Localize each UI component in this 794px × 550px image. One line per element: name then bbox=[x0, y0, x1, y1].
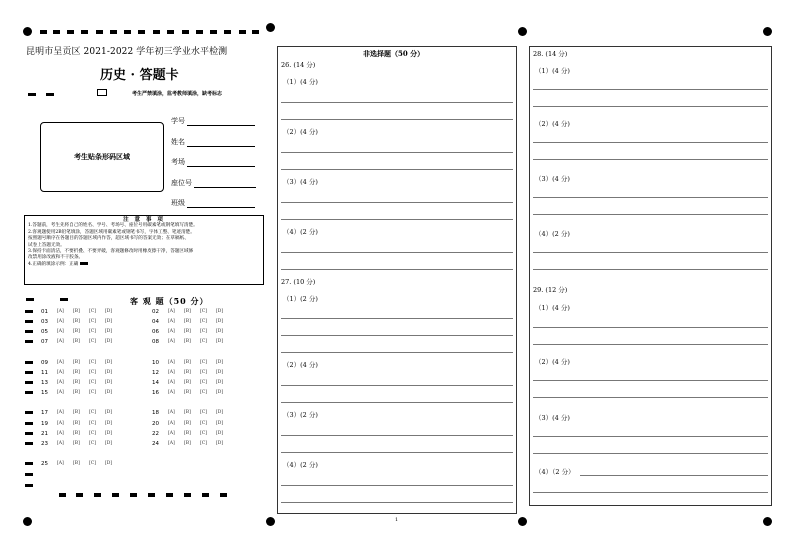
q29-part4: （4）（2 分） bbox=[535, 468, 575, 476]
field-label: 姓名 bbox=[171, 138, 185, 146]
answer-bubble[interactable]: [A] bbox=[57, 309, 64, 314]
field-label: 学号 bbox=[171, 117, 185, 125]
timing-dash bbox=[196, 30, 203, 34]
answer-line[interactable] bbox=[281, 502, 513, 503]
notice-item: 1.答题前，考生先将自己的姓名、学号、考场号、座位号用碳素笔或钢笔填写清楚。 bbox=[28, 223, 198, 229]
answer-bubble[interactable]: [A] bbox=[57, 461, 64, 466]
timing-dash bbox=[112, 493, 119, 497]
answer-bubble[interactable]: [B] bbox=[73, 370, 80, 375]
row-timing-mark bbox=[25, 473, 33, 476]
answer-line[interactable] bbox=[533, 197, 768, 198]
row-timing-mark bbox=[25, 432, 33, 435]
row-timing-mark bbox=[25, 381, 33, 384]
q26-part2: （2）(4 分) bbox=[283, 128, 318, 136]
question-number: 07 bbox=[41, 338, 48, 345]
answer-bubble[interactable]: [A] bbox=[168, 441, 175, 446]
answer-bubble[interactable]: [D] bbox=[105, 360, 113, 365]
answer-bubble[interactable]: [B] bbox=[184, 309, 191, 314]
answer-line[interactable] bbox=[281, 335, 513, 336]
row-timing-mark bbox=[25, 422, 33, 425]
question-number: 24 bbox=[152, 440, 159, 447]
row-timing-mark bbox=[25, 320, 33, 323]
answer-bubble[interactable]: [B] bbox=[184, 441, 191, 446]
question-number: 13 bbox=[41, 379, 48, 386]
answer-bubble[interactable]: [C] bbox=[200, 410, 207, 415]
timing-dash bbox=[130, 493, 137, 497]
timing-dash bbox=[138, 30, 145, 34]
answer-line[interactable] bbox=[533, 344, 768, 345]
objective-row-left bbox=[41, 308, 121, 315]
answer-line[interactable] bbox=[281, 202, 513, 203]
answer-bubble[interactable]: [D] bbox=[105, 329, 113, 334]
answer-bubble[interactable]: [A] bbox=[168, 410, 175, 415]
answer-line[interactable] bbox=[281, 119, 513, 120]
question-number: 04 bbox=[152, 318, 159, 325]
question-27-label: 27. (10 分) bbox=[281, 278, 316, 286]
answer-bubble[interactable]: [C] bbox=[200, 390, 207, 395]
answer-bubble[interactable]: [A] bbox=[57, 370, 64, 375]
answer-bubble[interactable]: [C] bbox=[89, 431, 96, 436]
answer-bubble[interactable]: [C] bbox=[89, 339, 96, 344]
objective-row-right bbox=[152, 369, 232, 376]
answer-bubble[interactable]: [D] bbox=[216, 380, 224, 385]
answer-line[interactable] bbox=[580, 475, 768, 476]
answer-bubble[interactable]: [D] bbox=[216, 360, 224, 365]
answer-bubble[interactable]: [B] bbox=[184, 329, 191, 334]
answer-bubble[interactable]: [A] bbox=[57, 441, 64, 446]
objective-row-left bbox=[41, 318, 121, 325]
answer-bubble[interactable]: [B] bbox=[73, 380, 80, 385]
timing-dash bbox=[110, 30, 117, 34]
answer-line[interactable] bbox=[281, 269, 513, 270]
absence-warning: 考生严禁填涂，监考教师填涂，缺考标志 bbox=[132, 91, 223, 97]
answer-bubble[interactable]: [A] bbox=[168, 360, 175, 365]
answer-bubble[interactable]: [A] bbox=[168, 319, 175, 324]
answer-line[interactable] bbox=[281, 452, 513, 453]
answer-bubble[interactable]: [C] bbox=[89, 410, 96, 415]
answer-bubble[interactable]: [A] bbox=[168, 339, 175, 344]
q26-part1: （1）(4 分) bbox=[283, 78, 318, 86]
timing-dash bbox=[220, 493, 227, 497]
answer-bubble[interactable]: [B] bbox=[73, 410, 80, 415]
answer-bubble[interactable]: [B] bbox=[73, 360, 80, 365]
objective-row-right bbox=[152, 420, 232, 427]
question-number: 22 bbox=[152, 430, 159, 437]
timing-dash bbox=[182, 30, 189, 34]
answer-bubble[interactable]: [D] bbox=[216, 410, 224, 415]
answer-line[interactable] bbox=[281, 402, 513, 403]
question-number: 23 bbox=[41, 440, 48, 447]
timing-dash bbox=[166, 493, 173, 497]
answer-line[interactable] bbox=[281, 252, 513, 253]
question-number: 10 bbox=[152, 359, 159, 366]
answer-bubble[interactable]: [B] bbox=[73, 309, 80, 314]
registration-dot bbox=[266, 23, 275, 32]
answer-bubble[interactable]: [A] bbox=[57, 390, 64, 395]
answer-bubble[interactable]: [B] bbox=[184, 390, 191, 395]
row-timing-mark bbox=[25, 411, 33, 414]
answer-bubble[interactable]: [A] bbox=[168, 380, 175, 385]
notice-item: 4.正确的填涂示例：正确 bbox=[28, 262, 260, 268]
answer-line[interactable] bbox=[533, 380, 768, 381]
answer-bubble[interactable]: [A] bbox=[57, 329, 64, 334]
answer-bubble[interactable]: [B] bbox=[73, 461, 80, 466]
panel-title: 非选择题（50 分） bbox=[363, 49, 425, 58]
field-label: 班级 bbox=[171, 199, 185, 207]
registration-dot bbox=[23, 517, 32, 526]
timing-dash bbox=[224, 30, 231, 34]
answer-bubble[interactable]: [C] bbox=[200, 329, 207, 334]
seat-number-field[interactable] bbox=[171, 178, 256, 188]
answer-bubble[interactable]: [A] bbox=[168, 431, 175, 436]
objective-row-right bbox=[152, 318, 232, 325]
objective-row-right bbox=[152, 389, 232, 396]
field-label: 考场 bbox=[171, 158, 185, 166]
answer-bubble[interactable]: [B] bbox=[184, 431, 191, 436]
answer-bubble[interactable]: [C] bbox=[200, 309, 207, 314]
objective-row-left bbox=[41, 359, 121, 366]
answer-line[interactable] bbox=[533, 142, 768, 143]
timing-dash bbox=[124, 30, 131, 34]
q27-part4: （4）(2 分) bbox=[283, 461, 318, 469]
question-number: 17 bbox=[41, 409, 48, 416]
answer-bubble[interactable]: [D] bbox=[105, 390, 113, 395]
answer-bubble[interactable]: [B] bbox=[73, 421, 80, 426]
notice-item: 3.保持卡面清洁，不要折叠、不要弄破，客观题修改时用橡皮擦干净，答题区域修 bbox=[28, 249, 194, 255]
answer-bubble[interactable]: [A] bbox=[168, 370, 175, 375]
answer-bubble[interactable]: [C] bbox=[200, 441, 207, 446]
timing-mark bbox=[28, 93, 36, 96]
objective-row-left bbox=[41, 379, 121, 386]
answer-line[interactable] bbox=[533, 159, 768, 160]
answer-bubble[interactable]: [C] bbox=[89, 380, 96, 385]
answer-bubble[interactable]: [C] bbox=[89, 461, 96, 466]
question-number: 18 bbox=[152, 409, 159, 416]
answer-bubble[interactable]: [A] bbox=[168, 390, 175, 395]
answer-bubble[interactable]: [B] bbox=[73, 339, 80, 344]
name-field[interactable] bbox=[171, 137, 255, 147]
timing-dash bbox=[96, 30, 103, 34]
answer-line[interactable] bbox=[533, 269, 768, 270]
timing-dash bbox=[202, 493, 209, 497]
question-number: 16 bbox=[152, 389, 159, 396]
answer-bubble[interactable]: [D] bbox=[105, 421, 113, 426]
question-number: 05 bbox=[41, 328, 48, 335]
question-number: 14 bbox=[152, 379, 159, 386]
q27-part1: （1）(2 分) bbox=[283, 295, 318, 303]
q28-part3: （3）(4 分) bbox=[535, 175, 570, 183]
registration-dot bbox=[763, 27, 772, 36]
answer-bubble[interactable]: [C] bbox=[89, 421, 96, 426]
answer-bubble[interactable]: [D] bbox=[216, 309, 224, 314]
answer-bubble[interactable]: [D] bbox=[216, 370, 224, 375]
objective-row-right bbox=[152, 308, 232, 315]
objective-row-left bbox=[41, 430, 121, 437]
answer-bubble[interactable]: [D] bbox=[105, 319, 113, 324]
answer-line[interactable] bbox=[533, 436, 768, 437]
question-number: 15 bbox=[41, 389, 48, 396]
answer-line[interactable] bbox=[281, 102, 513, 103]
answer-bubble[interactable]: [D] bbox=[105, 339, 113, 344]
answer-bubble[interactable]: [A] bbox=[57, 319, 64, 324]
barcode-area bbox=[40, 122, 164, 192]
objective-row-right bbox=[152, 359, 232, 366]
answer-bubble[interactable]: [C] bbox=[89, 319, 96, 324]
answer-bubble[interactable]: [D] bbox=[105, 309, 113, 314]
registration-dot bbox=[23, 27, 32, 36]
answer-line[interactable] bbox=[533, 89, 768, 90]
answer-bubble[interactable]: [D] bbox=[105, 370, 113, 375]
timing-dash bbox=[239, 30, 246, 34]
answer-bubble[interactable]: [C] bbox=[200, 339, 207, 344]
answer-bubble[interactable]: [B] bbox=[184, 339, 191, 344]
answer-bubble[interactable]: [A] bbox=[57, 410, 64, 415]
q29-part3: （3）(4 分) bbox=[535, 414, 570, 422]
answer-bubble[interactable]: [B] bbox=[184, 319, 191, 324]
q28-part1: （1）(4 分) bbox=[535, 67, 570, 75]
objective-row-right bbox=[152, 338, 232, 345]
answer-bubble[interactable]: [C] bbox=[200, 380, 207, 385]
answer-line[interactable] bbox=[281, 435, 513, 436]
q26-part3: （3）(4 分) bbox=[283, 178, 318, 186]
question-number: 25 bbox=[41, 460, 48, 467]
notice-item: 改禁用涂改液和不干胶条。 bbox=[28, 255, 84, 261]
timing-dash bbox=[210, 30, 217, 34]
answer-bubble[interactable]: [D] bbox=[216, 329, 224, 334]
registration-dot bbox=[518, 27, 527, 36]
answer-bubble[interactable]: [C] bbox=[89, 360, 96, 365]
answer-line[interactable] bbox=[281, 152, 513, 153]
answer-bubble[interactable]: [B] bbox=[73, 319, 80, 324]
timing-dash bbox=[67, 30, 74, 34]
row-timing-mark bbox=[25, 484, 33, 487]
answer-bubble[interactable]: [C] bbox=[89, 370, 96, 375]
objective-row-left bbox=[41, 369, 121, 376]
question-number: 19 bbox=[41, 420, 48, 427]
exam-room-field[interactable] bbox=[171, 157, 255, 167]
row-timing-mark bbox=[25, 310, 33, 313]
registration-dot bbox=[518, 517, 527, 526]
answer-bubble[interactable]: [C] bbox=[89, 329, 96, 334]
answer-bubble[interactable]: [D] bbox=[216, 441, 224, 446]
answer-bubble[interactable]: [D] bbox=[105, 410, 113, 415]
question-29-label: 29. (12 分) bbox=[533, 286, 568, 294]
question-number: 09 bbox=[41, 359, 48, 366]
answer-line[interactable] bbox=[533, 327, 768, 328]
answer-bubble[interactable]: [D] bbox=[216, 421, 224, 426]
timing-mark bbox=[46, 93, 54, 96]
timing-dash bbox=[184, 493, 191, 497]
question-number: 06 bbox=[152, 328, 159, 335]
answer-bubble[interactable]: [C] bbox=[200, 319, 207, 324]
question-28-label: 28. (14 分) bbox=[533, 50, 568, 58]
answer-bubble[interactable]: [A] bbox=[57, 360, 64, 365]
answer-bubble[interactable]: [B] bbox=[184, 380, 191, 385]
answer-line[interactable] bbox=[533, 214, 768, 215]
answer-bubble[interactable]: [B] bbox=[184, 360, 191, 365]
q27-part3: （3）(2 分) bbox=[283, 411, 318, 419]
timing-dash bbox=[40, 30, 47, 34]
answer-line[interactable] bbox=[533, 106, 768, 107]
answer-line[interactable] bbox=[533, 453, 768, 454]
exam-title: 昆明市呈贡区 2021-2022 学年初三学业水平检测 bbox=[26, 47, 228, 57]
answer-bubble[interactable]: [C] bbox=[89, 390, 96, 395]
question-number: 03 bbox=[41, 318, 48, 325]
answer-bubble[interactable]: [A] bbox=[57, 339, 64, 344]
answer-bubble[interactable]: [D] bbox=[216, 431, 224, 436]
question-number: 02 bbox=[152, 308, 159, 315]
timing-dash bbox=[94, 493, 101, 497]
answer-line[interactable] bbox=[281, 385, 513, 386]
question-number: 21 bbox=[41, 430, 48, 437]
answer-bubble[interactable]: [D] bbox=[105, 431, 113, 436]
q27-part2: （2）(4 分) bbox=[283, 361, 318, 369]
answer-line[interactable] bbox=[281, 169, 513, 170]
answer-line[interactable] bbox=[281, 352, 513, 353]
answer-bubble[interactable]: [D] bbox=[105, 380, 113, 385]
answer-bubble[interactable]: [B] bbox=[73, 329, 80, 334]
objective-row-right bbox=[152, 440, 232, 447]
answer-bubble[interactable]: [B] bbox=[184, 410, 191, 415]
answer-bubble[interactable]: [A] bbox=[57, 380, 64, 385]
answer-bubble[interactable]: [D] bbox=[216, 319, 224, 324]
question-number: 11 bbox=[41, 369, 48, 376]
answer-bubble[interactable]: [B] bbox=[73, 441, 80, 446]
row-timing-mark bbox=[25, 330, 33, 333]
answer-bubble[interactable]: [D] bbox=[216, 390, 224, 395]
timing-dash bbox=[81, 30, 88, 34]
class-field[interactable] bbox=[171, 198, 255, 208]
answer-bubble[interactable]: [C] bbox=[89, 441, 96, 446]
timing-mark bbox=[60, 298, 68, 301]
objective-title: 客 观 题（50 分） bbox=[130, 296, 209, 306]
objective-row-left bbox=[41, 420, 121, 427]
answer-line[interactable] bbox=[533, 492, 768, 493]
row-timing-mark bbox=[25, 462, 33, 465]
row-timing-mark bbox=[25, 361, 33, 364]
q26-part4: （4）(2 分) bbox=[283, 228, 318, 236]
notice-item: 2.客观题使用2B铅笔填涂，答题区域用碳素笔或钢笔书写，字体工整、笔迹清楚。 bbox=[28, 229, 195, 235]
answer-bubble[interactable]: [D] bbox=[105, 441, 113, 446]
answer-bubble[interactable]: [A] bbox=[168, 421, 175, 426]
barcode-label: 考生贴条形码区域 bbox=[74, 152, 130, 161]
answer-bubble[interactable]: [A] bbox=[168, 309, 175, 314]
q29-part2: （2）(4 分) bbox=[535, 358, 570, 366]
question-number: 01 bbox=[41, 308, 48, 315]
notice-item: 按照题号顺序在各题目的答题区域内作答，超区域书写的答案无效；在草稿纸、 bbox=[28, 236, 189, 242]
registration-dot bbox=[763, 517, 772, 526]
timing-dash bbox=[153, 30, 160, 34]
row-timing-mark bbox=[25, 340, 33, 343]
q28-part4: （4）(2 分) bbox=[535, 230, 570, 238]
q28-part2: （2）(4 分) bbox=[535, 120, 570, 128]
timing-dash bbox=[59, 493, 66, 497]
objective-row-left bbox=[41, 328, 121, 335]
answer-bubble[interactable]: [A] bbox=[168, 329, 175, 334]
objective-row-right bbox=[152, 328, 232, 335]
card-title: 历史 · 答题卡 bbox=[100, 68, 179, 83]
question-number: 08 bbox=[152, 338, 159, 345]
objective-row-right bbox=[152, 409, 232, 416]
question-number: 20 bbox=[152, 420, 159, 427]
answer-line[interactable] bbox=[281, 485, 513, 486]
answer-bubble[interactable]: [C] bbox=[89, 309, 96, 314]
row-timing-mark bbox=[25, 442, 33, 445]
answer-line[interactable] bbox=[281, 219, 513, 220]
answer-bubble[interactable]: [B] bbox=[73, 390, 80, 395]
notice-item: 试卷上答题无效。 bbox=[28, 242, 65, 248]
field-label: 座位号 bbox=[171, 179, 192, 187]
answer-bubble[interactable]: [D] bbox=[216, 339, 224, 344]
answer-bubble[interactable]: [A] bbox=[57, 431, 64, 436]
answer-bubble[interactable]: [B] bbox=[184, 421, 191, 426]
subjective-panel-middle bbox=[277, 46, 517, 514]
question-26-label: 26. (14 分) bbox=[281, 61, 316, 69]
objective-row-left bbox=[41, 389, 121, 396]
notice-title: 注 意 事 项 bbox=[123, 217, 165, 223]
row-timing-mark bbox=[25, 371, 33, 374]
answer-bubble[interactable]: [D] bbox=[105, 461, 113, 466]
answer-bubble[interactable]: [C] bbox=[200, 431, 207, 436]
objective-row-left bbox=[41, 440, 121, 447]
objective-row-left bbox=[41, 460, 121, 467]
row-timing-mark bbox=[25, 391, 33, 394]
q29-part1: （1）(4 分) bbox=[535, 304, 570, 312]
answer-bubble[interactable]: [B] bbox=[73, 431, 80, 436]
timing-dash bbox=[76, 493, 83, 497]
question-number: 12 bbox=[152, 369, 159, 376]
objective-row-left bbox=[41, 338, 121, 345]
objective-row-right bbox=[152, 430, 232, 437]
subjective-panel-right bbox=[529, 46, 772, 506]
objective-row-right bbox=[152, 379, 232, 386]
objective-row-left bbox=[41, 409, 121, 416]
timing-dash bbox=[167, 30, 174, 34]
answer-line[interactable] bbox=[533, 397, 768, 398]
timing-dash bbox=[252, 30, 259, 34]
answer-bubble[interactable]: [C] bbox=[200, 421, 207, 426]
timing-mark bbox=[26, 298, 34, 301]
answer-bubble[interactable]: [B] bbox=[184, 370, 191, 375]
registration-dot bbox=[266, 517, 275, 526]
answer-line[interactable] bbox=[281, 318, 513, 319]
page-number: 1 bbox=[395, 517, 399, 523]
absent-checkbox[interactable] bbox=[97, 89, 107, 96]
answer-bubble[interactable]: [C] bbox=[200, 360, 207, 365]
timing-dash bbox=[53, 30, 60, 34]
answer-bubble[interactable]: [A] bbox=[57, 421, 64, 426]
answer-bubble[interactable]: [C] bbox=[200, 370, 207, 375]
notice-box bbox=[24, 215, 264, 285]
student-id-field[interactable] bbox=[171, 116, 255, 126]
timing-dash bbox=[148, 493, 155, 497]
answer-line[interactable] bbox=[533, 252, 768, 253]
